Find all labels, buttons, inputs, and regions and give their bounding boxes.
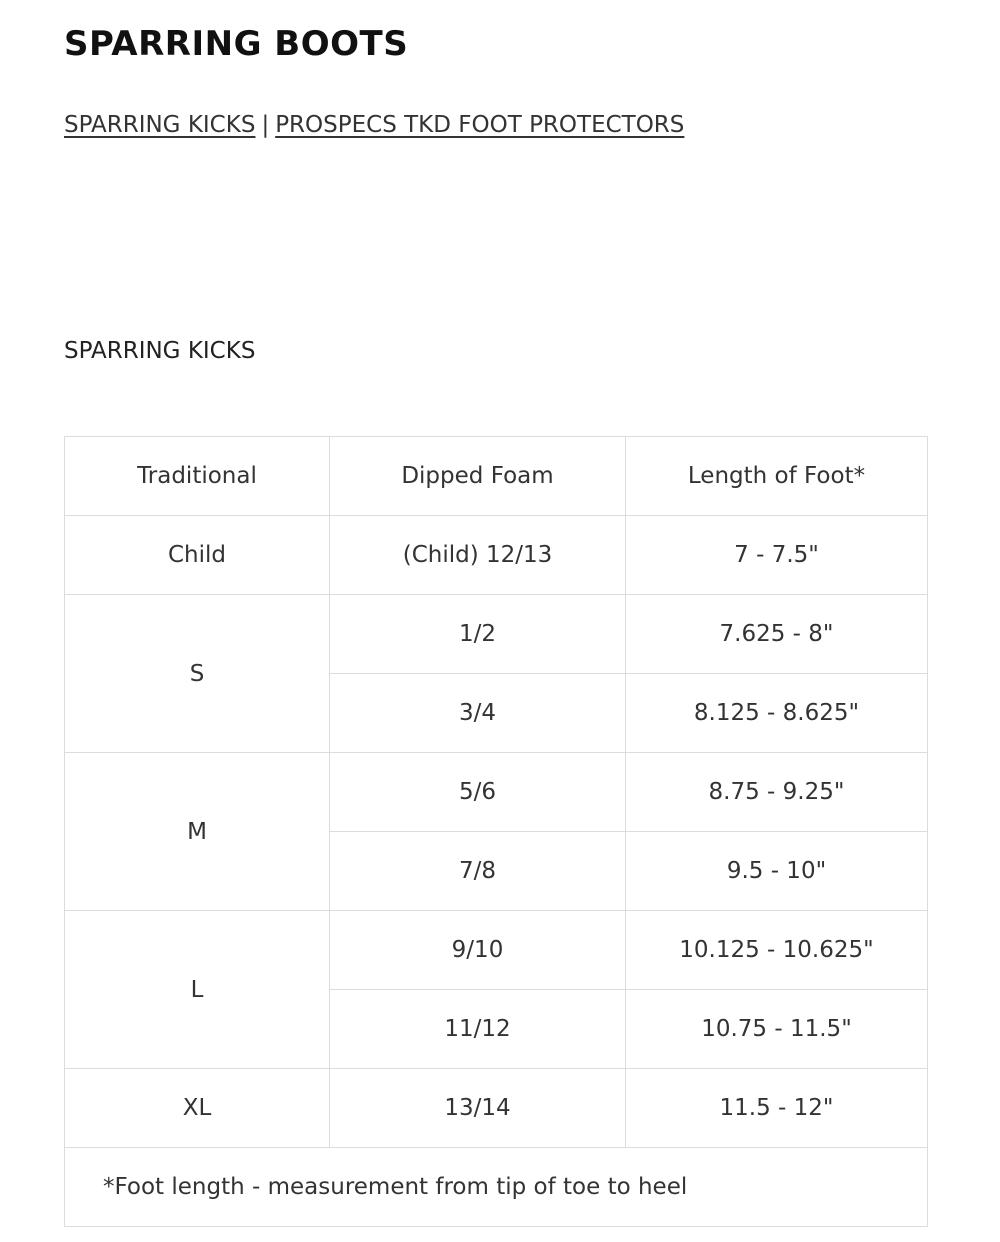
table-row xyxy=(65,595,928,674)
cell-dipped-foam: 13/14 xyxy=(330,1069,626,1148)
size-chart-table xyxy=(64,436,928,1227)
cell-traditional: M xyxy=(65,753,330,911)
cell-dipped-foam: 9/10 xyxy=(330,911,626,990)
header-dipped-foam: Dipped Foam xyxy=(330,437,626,516)
section-links xyxy=(64,110,684,140)
table-row xyxy=(65,753,928,832)
cell-length: 11.5 - 12" xyxy=(626,1069,928,1148)
footnote: *Foot length - measurement from tip of toe to heel xyxy=(65,1148,928,1227)
table-row xyxy=(65,516,928,595)
cell-dipped-foam: 3/4 xyxy=(330,674,626,753)
cell-traditional: XL xyxy=(65,1069,330,1148)
cell-traditional: L xyxy=(65,911,330,1069)
table-footnote-row xyxy=(65,1148,928,1227)
cell-length: 10.125 - 10.625" xyxy=(626,911,928,990)
cell-length: 7.625 - 8" xyxy=(626,595,928,674)
cell-length: 8.125 - 8.625" xyxy=(626,674,928,753)
section-heading: SPARRING KICKS xyxy=(64,338,256,364)
cell-length: 8.75 - 9.25" xyxy=(626,753,928,832)
cell-dipped-foam: (Child) 12/13 xyxy=(330,516,626,595)
cell-dipped-foam: 5/6 xyxy=(330,753,626,832)
link-separator: | xyxy=(261,112,270,138)
page-title: SPARRING BOOTS xyxy=(64,24,409,64)
table-header-row xyxy=(65,437,928,516)
cell-traditional: Child xyxy=(65,516,330,595)
cell-dipped-foam: 1/2 xyxy=(330,595,626,674)
link-sparring-kicks[interactable]: SPARRING KICKS xyxy=(64,112,256,138)
cell-dipped-foam: 7/8 xyxy=(330,832,626,911)
header-length-of-foot: Length of Foot* xyxy=(626,437,928,516)
cell-traditional: S xyxy=(65,595,330,753)
cell-length: 7 - 7.5" xyxy=(626,516,928,595)
header-traditional: Traditional xyxy=(65,437,330,516)
cell-dipped-foam: 11/12 xyxy=(330,990,626,1069)
table-row xyxy=(65,1069,928,1148)
cell-length: 9.5 - 10" xyxy=(626,832,928,911)
link-prospecs-tkd-foot-protectors[interactable]: PROSPECS TKD FOOT PROTECTORS xyxy=(275,112,685,138)
cell-length: 10.75 - 11.5" xyxy=(626,990,928,1069)
table-row xyxy=(65,911,928,990)
